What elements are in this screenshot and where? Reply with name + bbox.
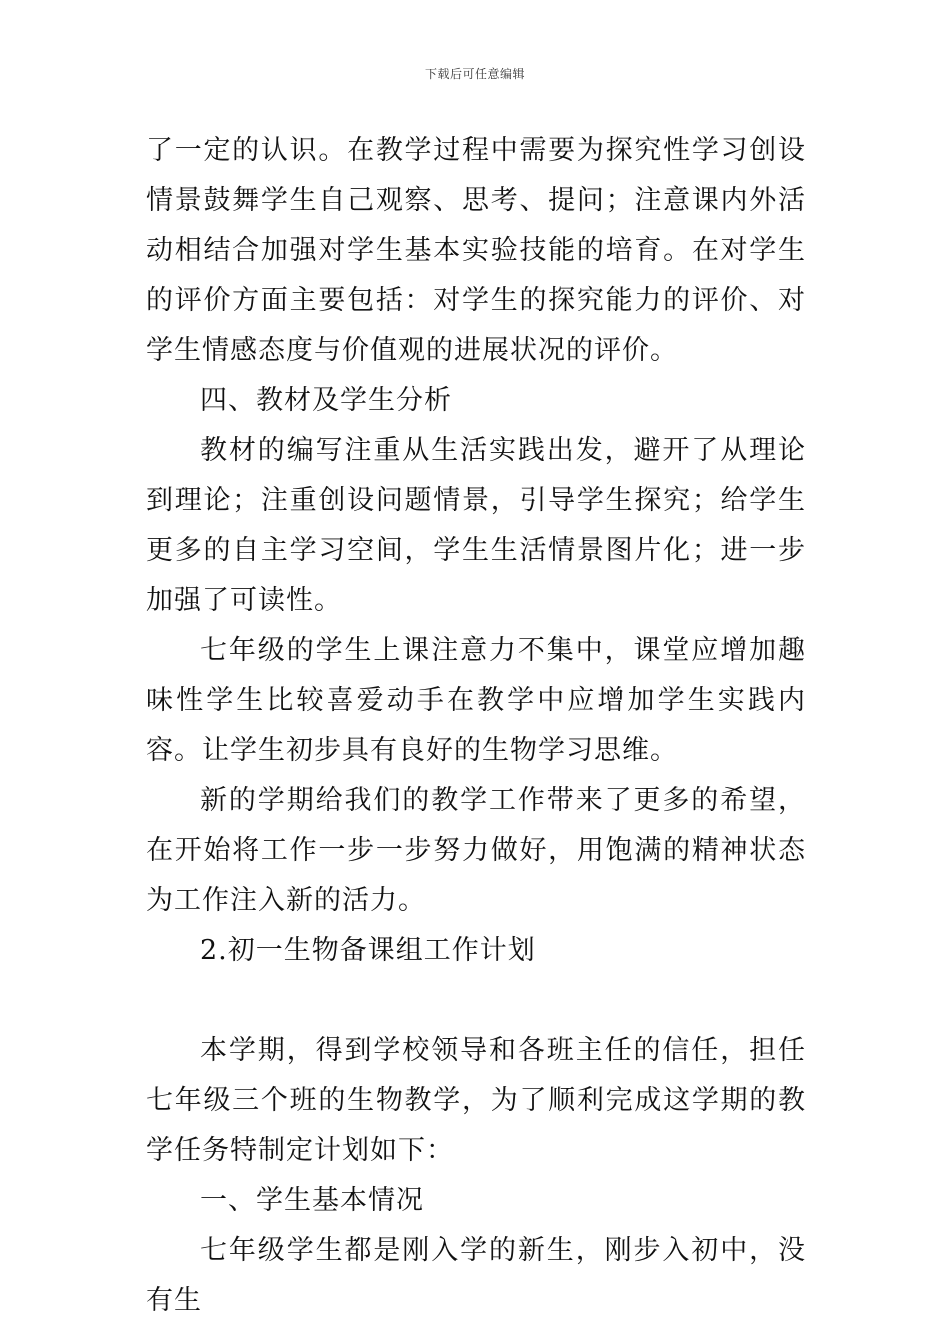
paragraph-continued: 了一定的认识。在教学过程中需要为探究性学习创设情景鼓舞学生自己观察、思考、提问；注意课内外活动相结合加强对学生基本实验技能的培育。在对学生的评价方面主要包括：对学生的探究能力的评价、对学生情感态度与价值观的进展状况的评价。	[146, 135, 806, 366]
section-heading-student-situation: 一、学生基本情况	[200, 1185, 424, 1216]
paragraph-student-situation: 七年级学生都是刚入学的新生，刚步入初中，没有生	[146, 1235, 806, 1316]
paragraph-new-semester: 新的学期给我们的教学工作带来了更多的希望，在开始将工作一步一步努力做好，用饱满的精神状态为工作注入新的活力。	[146, 785, 806, 916]
blank-line	[146, 976, 806, 1026]
paragraph-materials: 教材的编写注重从生活实践出发，避开了从理论到理论；注重创设问题情景，引导学生探究；给学生更多的自主学习空间，学生生活情景图片化；进一步加强了可读性。	[146, 435, 806, 616]
section-heading-materials-analysis: 四、教材及学生分析	[200, 385, 452, 416]
paragraph-intro: 本学期，得到学校领导和各班主任的信任，担任七年级三个班的生物教学，为了顺利完成这学期的教学任务特制定计划如下：	[146, 1035, 806, 1166]
page-header: 下载后可任意编辑	[424, 67, 525, 81]
paragraph-students: 七年级的学生上课注意力不集中，课堂应增加趣味性学生比较喜爱动手在教学中应增加学生实践内容。让学生初步具有良好的生物学习思维。	[146, 635, 806, 766]
section-title-work-plan: 2.初一生物备课组工作计划	[200, 935, 536, 966]
document-body	[146, 126, 806, 1326]
